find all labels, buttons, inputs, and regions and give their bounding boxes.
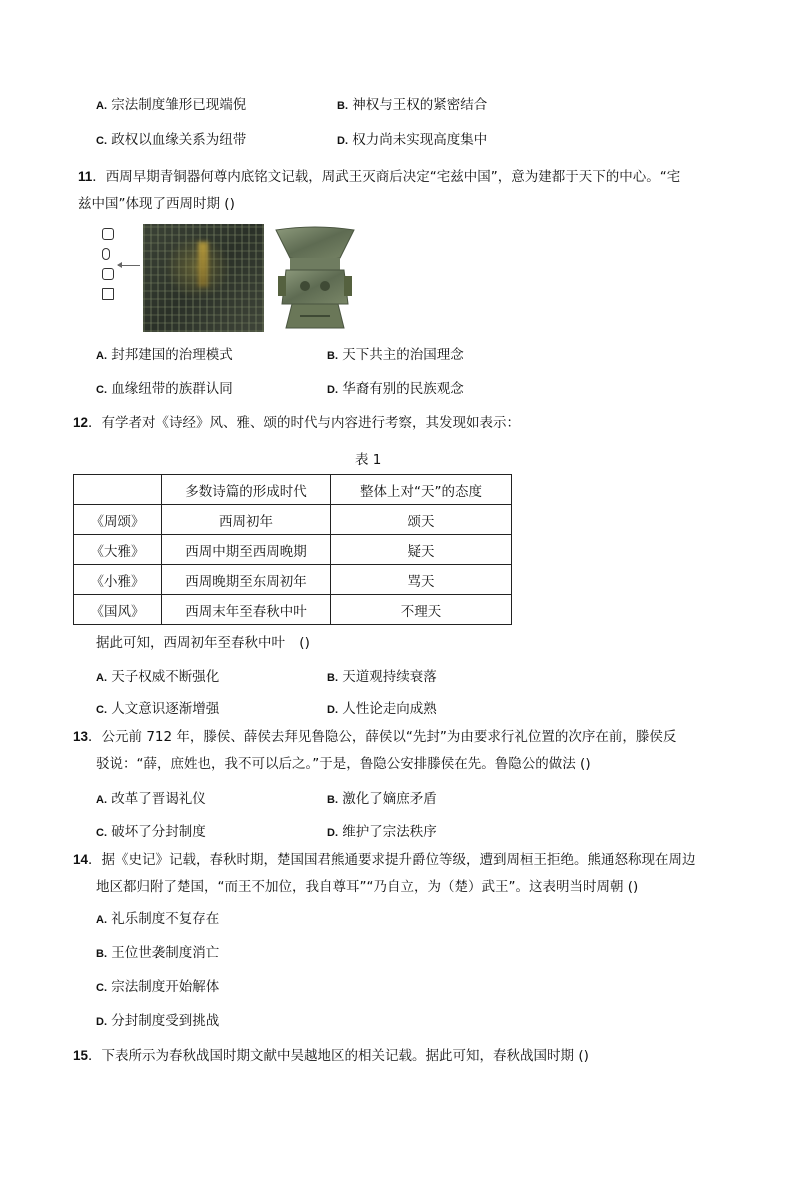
table-cell: 西周末年至春秋中叶 xyxy=(162,595,331,625)
option-text: 政权以血缘关系为纽带 xyxy=(111,132,247,148)
option-text: 华裔有别的民族观念 xyxy=(342,381,464,397)
q12-option-b[interactable] xyxy=(327,667,437,688)
inscription-characters-image xyxy=(100,228,116,306)
question-text: ．有学者对《诗经》风、雅、颂的时代与内容进行考察，其发现如表示： xyxy=(88,415,521,431)
table-header-row xyxy=(74,475,512,505)
question-number: 13 xyxy=(73,729,89,744)
q14-stem-line2 xyxy=(96,877,638,897)
question-text: 兹中国”体现了西周时期 xyxy=(78,196,220,212)
question-number: 14 xyxy=(73,852,89,867)
q12-option-a[interactable] xyxy=(96,667,219,688)
option-text: 神权与王权的紧密结合 xyxy=(352,97,488,113)
question-number: 15 xyxy=(73,1048,89,1063)
table-cell: 不理天 xyxy=(331,595,512,625)
answer-paren: () xyxy=(578,1048,589,1064)
table-row xyxy=(74,565,512,595)
table-row xyxy=(74,505,512,535)
option-text: 人性论走向成熟 xyxy=(342,701,437,717)
q14-stem-line1 xyxy=(73,850,696,870)
option-text: 血缘纽带的族群认同 xyxy=(111,381,233,397)
option-letter: C. xyxy=(96,704,107,716)
q13-stem-line2 xyxy=(96,754,591,774)
option-text: 礼乐制度不复存在 xyxy=(111,911,220,927)
arrow-left-icon xyxy=(118,265,140,266)
table-cell: 颂天 xyxy=(331,505,512,535)
answer-paren: () xyxy=(627,879,639,895)
option-text: 封邦建国的治理模式 xyxy=(111,347,233,363)
option-letter: D. xyxy=(327,384,338,396)
option-letter: B. xyxy=(96,948,107,960)
option-text: 激化了嫡庶矛盾 xyxy=(342,791,437,807)
question-text: ．下表所示为春秋战国时期文献中吴越地区的相关记载。据此可知，春秋战国时期 xyxy=(88,1048,575,1064)
table-row xyxy=(74,595,512,625)
q13-option-a[interactable] xyxy=(96,789,206,810)
option-text: 破坏了分封制度 xyxy=(111,824,206,840)
option-letter: A. xyxy=(96,672,107,684)
q12-option-d[interactable] xyxy=(327,699,437,720)
q10-option-d[interactable] xyxy=(337,130,487,151)
table-cell: 《大雅》 xyxy=(74,535,162,565)
table-cell: 《国风》 xyxy=(74,595,162,625)
option-letter: C. xyxy=(96,827,107,839)
option-text: 改革了晋谒礼仪 xyxy=(111,791,206,807)
option-text: 天子权威不断强化 xyxy=(111,669,220,685)
table-cell: 西周中期至西周晚期 xyxy=(162,535,331,565)
q13-option-c[interactable] xyxy=(96,822,206,843)
question-number: 12 xyxy=(73,415,89,430)
table-header-cell: 多数诗篇的形成时代 xyxy=(162,475,331,505)
question-text: ．据《史记》记载，春秋时期，楚国国君熊通要求提升爵位等级，遭到周桓王拒绝。熊通怒称现在周边 xyxy=(88,852,696,868)
answer-paren: () xyxy=(224,196,235,212)
table-header-cell xyxy=(74,475,162,505)
option-letter: B. xyxy=(337,100,348,112)
option-letter: C. xyxy=(96,135,107,147)
option-text: 人文意识逐渐增强 xyxy=(111,701,220,717)
option-letter: D. xyxy=(96,1016,107,1028)
q14-option-a[interactable] xyxy=(96,909,219,930)
q11-stem-line1 xyxy=(78,167,680,187)
option-text: 天道观持续衰落 xyxy=(342,669,437,685)
q12-stem-line2 xyxy=(96,633,310,653)
option-text: 权力尚未实现高度集中 xyxy=(352,132,488,148)
question-text: ．西周早期青铜器何尊内底铭文记载，周武王灭商后决定“宅兹中国”，意为建都于天下的中心。“宅 xyxy=(92,169,681,185)
q10-option-c[interactable] xyxy=(96,130,246,151)
q10-option-a[interactable] xyxy=(96,95,246,116)
q14-option-c[interactable] xyxy=(96,977,219,998)
q13-stem-line1 xyxy=(73,727,676,747)
q11-option-d[interactable] xyxy=(327,379,464,400)
option-letter: C. xyxy=(96,982,107,994)
option-letter: A. xyxy=(96,350,107,362)
question-text: ．公元前 712 年，滕侯、薛侯去拜见鲁隐公，薛侯以“先封”为由要求行礼位置的次序在前，滕侯反 xyxy=(88,729,677,745)
option-text: 王位世袭制度消亡 xyxy=(111,945,220,961)
q12-stem-line1 xyxy=(73,413,520,433)
q14-option-b[interactable] xyxy=(96,943,219,964)
question-text: 据此可知，西周初年至春秋中叶 xyxy=(96,635,285,651)
table-cell: 疑天 xyxy=(331,535,512,565)
question-text: 地区都归附了楚国，“而王不加位，我自尊耳”“乃自立，为（楚）武王”。这表明当时周朝 xyxy=(96,879,624,895)
answer-paren: () xyxy=(580,756,591,772)
q12-option-c[interactable] xyxy=(96,699,219,720)
poetry-table xyxy=(73,474,512,625)
option-letter: B. xyxy=(327,794,338,806)
q15-stem-line1 xyxy=(73,1046,589,1066)
answer-paren: () xyxy=(299,635,310,651)
q14-option-d[interactable] xyxy=(96,1011,219,1032)
option-letter: B. xyxy=(327,672,338,684)
option-letter: D. xyxy=(327,827,338,839)
question-text: 驳说：“薛，庶姓也，我不可以后之。”于是，鲁隐公安排滕侯在先。鲁隐公的做法 xyxy=(96,756,576,772)
q10-option-b[interactable] xyxy=(337,95,487,116)
q11-option-c[interactable] xyxy=(96,379,233,400)
table-cell: 西周初年 xyxy=(162,505,331,535)
option-letter: A. xyxy=(96,794,107,806)
q11-option-b[interactable] xyxy=(327,345,464,366)
option-text: 维护了宗法秩序 xyxy=(342,824,437,840)
q11-option-a[interactable] xyxy=(96,345,233,366)
option-letter: B. xyxy=(327,350,338,362)
he-zun-vessel-image xyxy=(270,224,360,332)
q11-stem-line2 xyxy=(78,194,235,214)
option-letter: A. xyxy=(96,100,107,112)
option-letter: C. xyxy=(96,384,107,396)
table-row xyxy=(74,535,512,565)
table-cell: 《周颂》 xyxy=(74,505,162,535)
option-letter: A. xyxy=(96,914,107,926)
option-text: 分封制度受到挑战 xyxy=(111,1013,220,1029)
option-letter: D. xyxy=(337,135,348,147)
option-text: 宗法制度雏形已现端倪 xyxy=(111,97,247,113)
bronze-inscription-image xyxy=(143,224,264,332)
table-caption: 表 1 xyxy=(355,452,382,468)
option-letter: D. xyxy=(327,704,338,716)
table-cell: 骂天 xyxy=(331,565,512,595)
option-text: 宗法制度开始解体 xyxy=(111,979,220,995)
option-text: 天下共主的治国理念 xyxy=(342,347,464,363)
q13-option-b[interactable] xyxy=(327,789,437,810)
table-header-cell: 整体上对“天”的态度 xyxy=(331,475,512,505)
question-number: 11 xyxy=(78,169,93,184)
q13-option-d[interactable] xyxy=(327,822,437,843)
table-cell: 《小雅》 xyxy=(74,565,162,595)
table-cell: 西周晚期至东周初年 xyxy=(162,565,331,595)
